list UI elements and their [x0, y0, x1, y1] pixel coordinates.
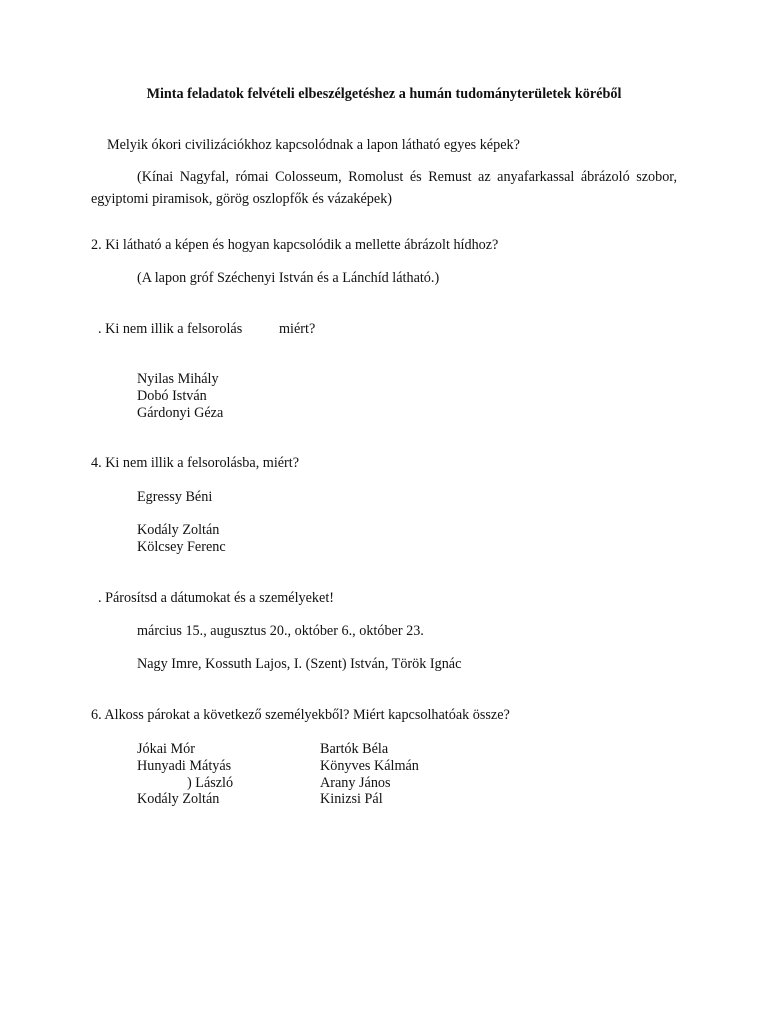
question-2: 2. Ki látható a képen és hogyan kapcsolódik a mellette ábrázolt hídhoz? — [91, 237, 499, 253]
question-4: 4. Ki nem illik a felsorolásba, miért? — [91, 455, 300, 471]
page-title: Minta feladatok felvételi elbeszélgetéshez a humán tudományterületek köréből — [146, 86, 622, 102]
question-2-note: (A lapon gróf Széchenyi István és a Lánchíd látható.) — [137, 270, 440, 286]
pair-left-item: Kodály Zoltán — [137, 791, 220, 807]
question-5-dates: március 15., augusztus 20., október 6., október 23. — [137, 623, 424, 639]
pair-right-item: Arany János — [320, 775, 391, 791]
list-item: Kodály Zoltán — [137, 522, 220, 538]
list-item: Nyilas Mihály — [137, 371, 219, 387]
list-item: Kölcsey Ferenc — [137, 539, 226, 555]
question-3-prefix: . Ki nem illik a felsorolás — [98, 321, 243, 337]
list-item: Egressy Béni — [137, 489, 213, 505]
pair-left-item: Hunyadi Mátyás — [137, 758, 232, 774]
pair-right-item: Könyves Kálmán — [320, 758, 419, 774]
question-1-note: (Kínai Nagyfal, római Colosseum, Romolust és Remust az anyafarkassal ábrázoló szobor, egyiptomi piramisok, görög oszlopfők és vázaképek) — [91, 169, 677, 207]
list-item: Gárdonyi Géza — [137, 405, 224, 421]
question-3-suffix: miért? — [279, 321, 316, 337]
pair-right-item: Kinizsi Pál — [320, 791, 383, 807]
question-1: Melyik ókori civilizációkhoz kapcsolódnak a lapon látható egyes képek? — [107, 137, 520, 153]
pair-left-item: Jókai Mór — [137, 741, 195, 757]
pair-left-item: ) László — [187, 775, 234, 791]
question-6: 6. Alkoss párokat a következő személyekből? Miért kapcsolhatóak össze? — [91, 707, 510, 723]
list-item: Dobó István — [137, 388, 207, 404]
question-5: . Párosítsd a dátumokat és a személyeket! — [98, 590, 334, 606]
question-5-persons: Nagy Imre, Kossuth Lajos, I. (Szent) István, Török Ignác — [137, 656, 462, 672]
pair-right-item: Bartók Béla — [320, 741, 389, 757]
